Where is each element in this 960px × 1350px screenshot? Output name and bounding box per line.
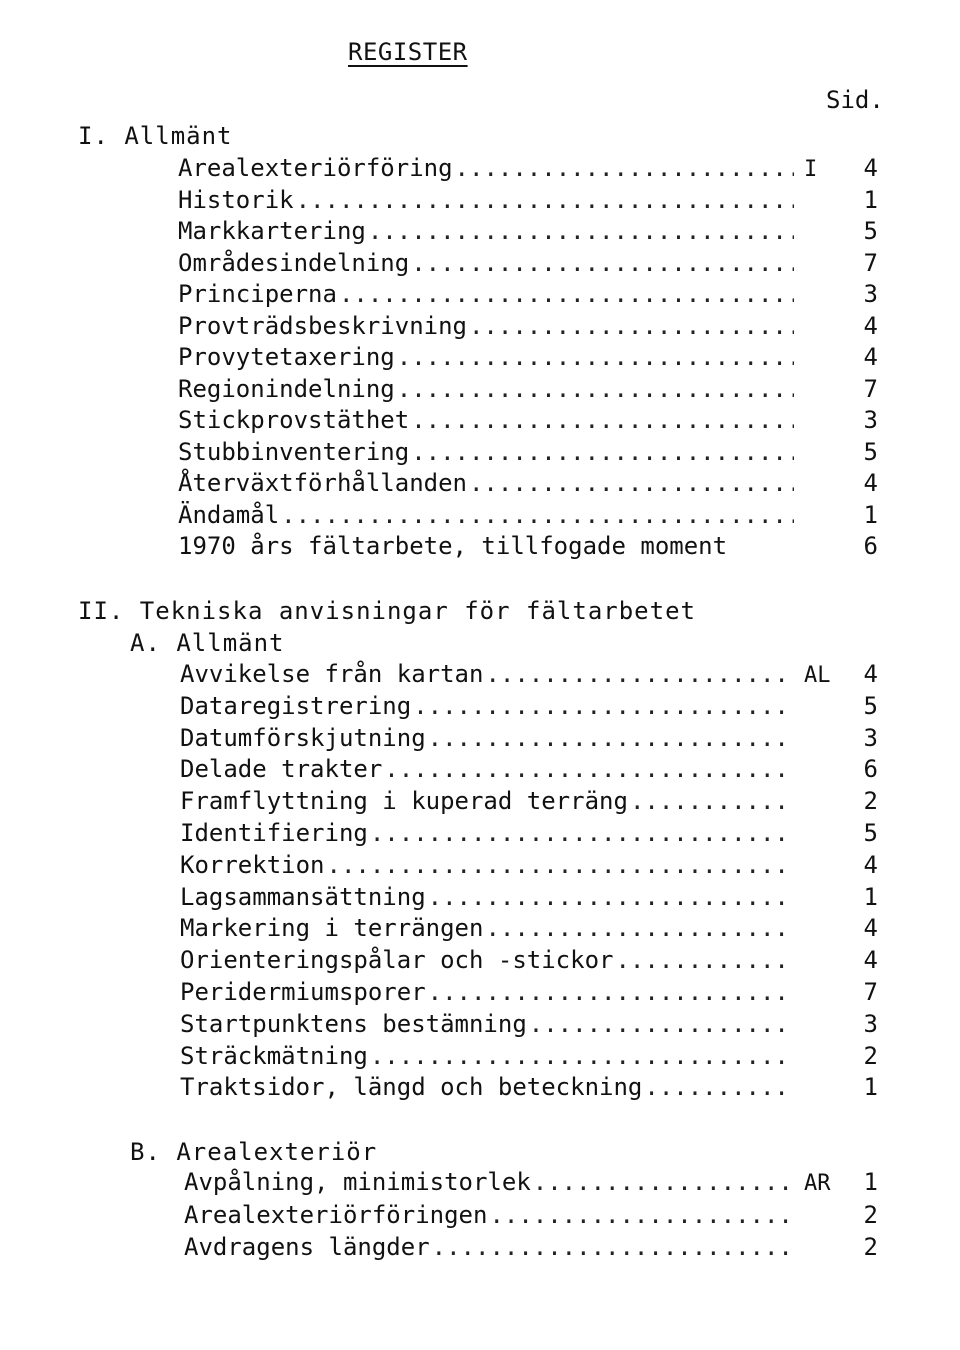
entry-page-number: 4 bbox=[863, 469, 878, 497]
index-entry bbox=[178, 499, 796, 531]
dot-leader bbox=[370, 1040, 794, 1072]
entry-page-number: 3 bbox=[863, 280, 878, 308]
entry-section-code: AL bbox=[804, 663, 831, 688]
entry-page-number: 2 bbox=[863, 1233, 878, 1261]
entry-page-number: 5 bbox=[863, 217, 878, 245]
entry-page-number: 3 bbox=[863, 1009, 878, 1038]
page-column-label: Sid. bbox=[826, 86, 884, 114]
entry-label: Delade trakter bbox=[180, 755, 383, 784]
entry-page-number: 7 bbox=[863, 978, 878, 1006]
dot-leader bbox=[489, 1199, 794, 1231]
dot-leader bbox=[370, 817, 794, 849]
entry-label: Historik bbox=[178, 185, 294, 214]
entry-page-number: 7 bbox=[863, 248, 878, 277]
entry-page-number: 2 bbox=[863, 1041, 878, 1070]
entry-page-number: 4 bbox=[863, 946, 878, 975]
entry-label: Arealexteriörföringen bbox=[184, 1200, 488, 1229]
entry-label: Arealexteriörföring bbox=[178, 154, 453, 182]
entry-page-number: 4 bbox=[863, 311, 878, 340]
part2-subheading-a: A. Allmänt bbox=[130, 629, 285, 657]
part1-heading: I. Allmänt bbox=[78, 122, 233, 150]
entry-page-number: 1 bbox=[863, 882, 878, 911]
entry-page-number: 5 bbox=[863, 691, 878, 720]
entry-page-number: 1 bbox=[863, 1073, 878, 1102]
entry-label: Avdragens längder bbox=[184, 1233, 430, 1261]
dot-leader bbox=[533, 1166, 794, 1198]
dot-leader bbox=[630, 785, 794, 817]
index-entry bbox=[178, 436, 796, 468]
index-entry bbox=[180, 1071, 796, 1103]
dot-leader bbox=[428, 722, 794, 754]
entry-label: Identifiering bbox=[180, 819, 368, 847]
index-entry bbox=[178, 278, 796, 310]
entry-page-number: 3 bbox=[863, 723, 878, 752]
index-entry bbox=[178, 404, 796, 436]
dot-leader bbox=[397, 373, 794, 405]
part2-subheading-b: B. Arealexteriör bbox=[130, 1138, 378, 1166]
index-entry bbox=[180, 753, 796, 785]
dot-leader bbox=[485, 658, 794, 690]
entry-page-number: 4 bbox=[863, 850, 878, 879]
index-entry bbox=[184, 1199, 796, 1231]
dot-leader bbox=[384, 753, 794, 785]
entry-page-number: 7 bbox=[863, 374, 878, 403]
dot-leader bbox=[529, 1008, 794, 1040]
entry-label: Områdesindelning bbox=[178, 248, 410, 277]
index-entry bbox=[180, 912, 796, 944]
dot-leader bbox=[397, 341, 794, 373]
part1-final-entry bbox=[178, 530, 727, 562]
index-entry bbox=[178, 341, 796, 373]
dot-leader bbox=[368, 215, 794, 247]
index-entry bbox=[180, 881, 796, 913]
dot-leader bbox=[469, 310, 794, 342]
index-entry bbox=[178, 310, 796, 342]
entry-label: Lagsammansättning bbox=[180, 882, 426, 911]
index-entry bbox=[180, 1008, 796, 1040]
dot-leader bbox=[281, 499, 794, 531]
entry-page-number: 4 bbox=[863, 914, 878, 943]
entry-page-number: 1 bbox=[863, 1168, 878, 1196]
entry-page-number: 5 bbox=[863, 437, 878, 466]
entry-label: Provträdsbeskrivning bbox=[178, 311, 467, 340]
dot-leader bbox=[327, 849, 795, 881]
dot-leader bbox=[428, 881, 794, 913]
entry-page-number: 6 bbox=[863, 532, 878, 560]
dot-leader bbox=[413, 690, 794, 722]
entry-label: Peridermiumsporer bbox=[180, 978, 426, 1006]
entry-page-number: 4 bbox=[863, 660, 878, 688]
index-entry bbox=[180, 849, 796, 881]
entry-page-number: 4 bbox=[863, 343, 878, 371]
entry-page-number: 4 bbox=[863, 154, 878, 182]
entry-label: Stubbinventering bbox=[178, 437, 410, 466]
page-title: REGISTER bbox=[348, 38, 468, 66]
entry-page-number: 1 bbox=[863, 185, 878, 214]
index-entry bbox=[184, 1231, 796, 1263]
entry-label: Principerna bbox=[178, 280, 337, 308]
index-entry bbox=[180, 817, 796, 849]
index-entry bbox=[180, 785, 796, 817]
entry-page-number: 2 bbox=[863, 787, 878, 816]
entry-label: Traktsidor, längd och beteckning bbox=[180, 1073, 643, 1102]
index-entry bbox=[178, 373, 796, 405]
entry-label: Dataregistrering bbox=[180, 691, 412, 720]
dot-leader bbox=[644, 1071, 794, 1103]
dot-leader bbox=[615, 944, 794, 976]
entry-label: 1970 års fältarbete, tillfogade moment bbox=[178, 532, 728, 560]
index-entry bbox=[184, 1166, 796, 1198]
entry-label: Datumförskjutning bbox=[180, 723, 426, 752]
index-entry bbox=[178, 152, 796, 184]
dot-leader bbox=[428, 976, 794, 1008]
entry-section-code: AR bbox=[804, 1171, 831, 1196]
entry-label: Sträckmätning bbox=[180, 1041, 368, 1070]
entry-page-number: 2 bbox=[863, 1200, 878, 1229]
index-entry bbox=[180, 976, 796, 1008]
part2-heading: II. Tekniska anvisningar för fältarbetet bbox=[78, 597, 696, 625]
entry-page-number: 5 bbox=[863, 819, 878, 847]
index-entry bbox=[180, 690, 796, 722]
entry-label: Provytetaxering bbox=[178, 343, 395, 371]
dot-leader bbox=[411, 247, 794, 279]
entry-section-code: I bbox=[804, 157, 818, 182]
entry-label: Ändamål bbox=[178, 500, 280, 529]
entry-page-number: 3 bbox=[863, 406, 878, 434]
entry-label: Markering i terrängen bbox=[180, 914, 484, 943]
dot-leader bbox=[296, 184, 794, 216]
entry-label: Återväxtförhållanden bbox=[178, 469, 467, 497]
entry-label: Korrektion bbox=[180, 850, 325, 879]
entry-label: Framflyttning i kuperad terräng bbox=[180, 787, 628, 816]
index-entry bbox=[180, 1040, 796, 1072]
index-entry bbox=[180, 722, 796, 754]
dot-leader bbox=[432, 1231, 794, 1263]
entry-label: Startpunktens bestämning bbox=[180, 1009, 527, 1038]
index-entry bbox=[178, 247, 796, 279]
entry-page-number: 1 bbox=[863, 500, 878, 529]
dot-leader bbox=[485, 912, 794, 944]
entry-page-number: 6 bbox=[863, 755, 878, 784]
dot-leader bbox=[469, 467, 794, 499]
index-entry bbox=[178, 467, 796, 499]
dot-leader bbox=[455, 152, 794, 184]
dot-leader bbox=[339, 278, 794, 310]
entry-label: Avvikelse från kartan bbox=[180, 660, 484, 688]
index-entry bbox=[178, 215, 796, 247]
entry-label: Markkartering bbox=[178, 217, 366, 245]
index-entry bbox=[180, 944, 796, 976]
index-entry bbox=[180, 658, 796, 690]
entry-label: Avpålning, minimistorlek bbox=[184, 1168, 531, 1196]
entry-label: Regionindelning bbox=[178, 374, 395, 403]
index-entry bbox=[178, 184, 796, 216]
dot-leader bbox=[411, 436, 794, 468]
dot-leader bbox=[411, 404, 794, 436]
entry-label: Orienteringspålar och -stickor bbox=[180, 946, 614, 975]
entry-label: Stickprovstäthet bbox=[178, 406, 410, 434]
